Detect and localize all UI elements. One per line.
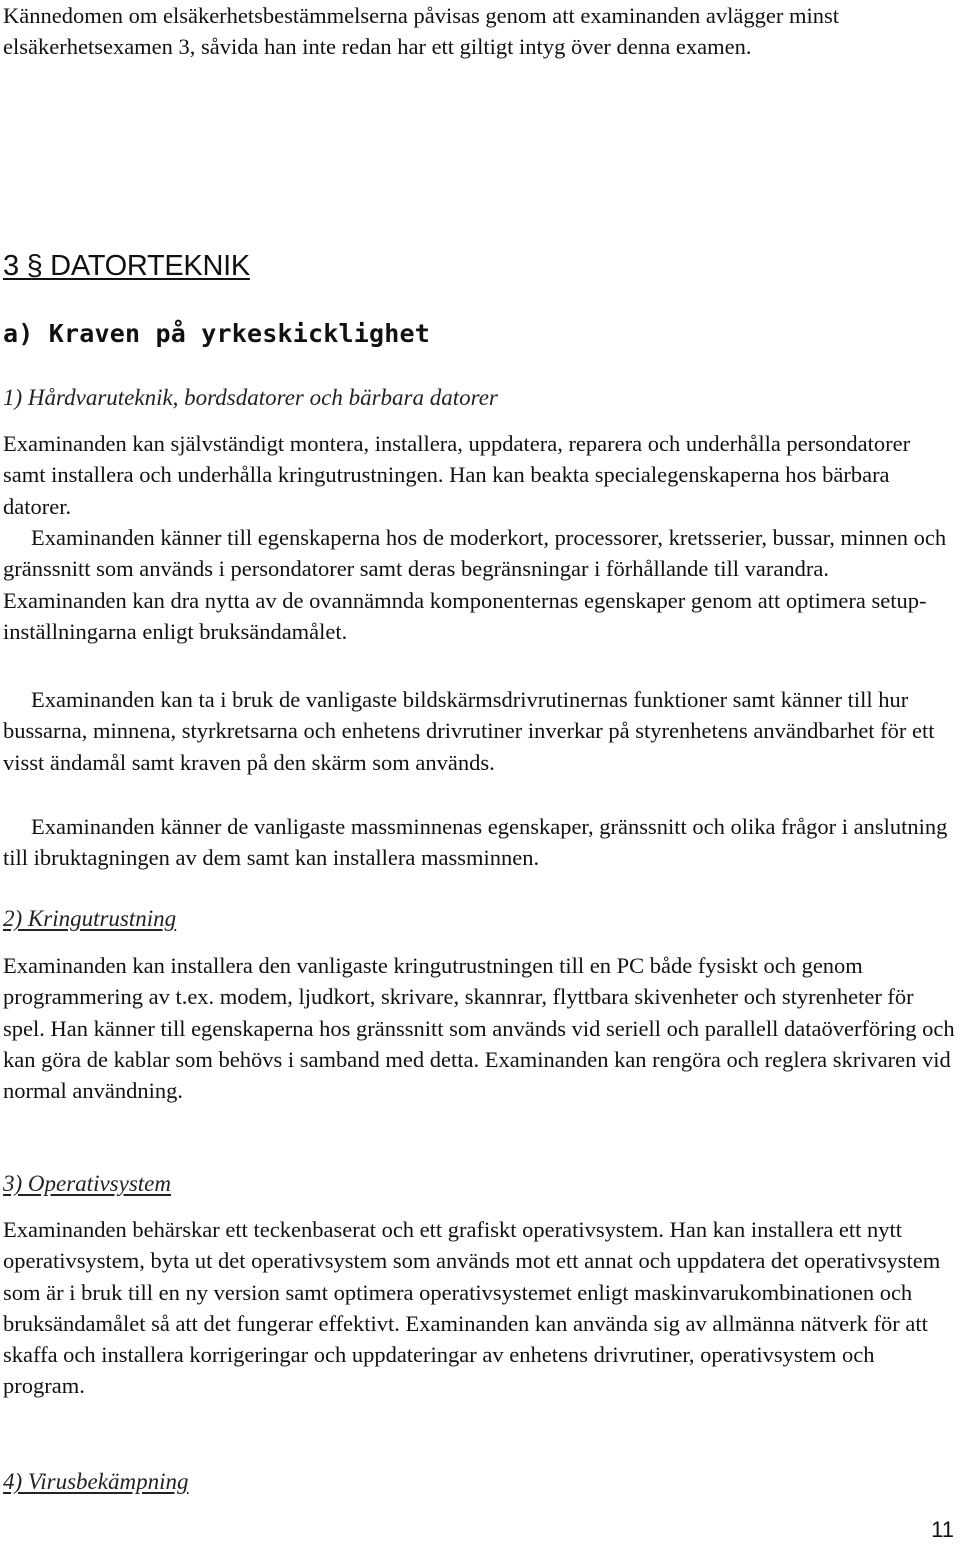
item1-paragraph-4: Examinanden känner de vanligaste massminnenas egenskaper, gränssnitt och olika frågor i anslutning till ibruktagningen av dem samt kan installera massminnen. (3, 814, 948, 871)
item4-heading: 4) Virusbekämpning (3, 1469, 189, 1494)
section-title: 3 § DATORTEKNIK (3, 250, 250, 282)
item1-paragraph-2: Examinanden känner till egenskaperna hos de moderkort, processorer, kretsserier, bussar, minnen och gränssnitt som används i persondatorer samt deras begränsningar i förhållande till varandra. Examinanden kan dra nytta av de ovannämnda komponenternas egenskaper genom att optimera setup-inställningarna enligt bruksändamålet. (3, 525, 947, 644)
item2-paragraph-1: Examinanden kan installera den vanligaste kringutrustningen till en PC både fysiskt och genom programmering av t.ex. modem, ljudkort, skrivare, skannrar, flyttbara skivenheter och styrenheter för spel. Han känner till egenskaperna hos gränssnitt som används vid seriell och parallell dataöverföring och kan göra de kablar som behövs i samband med detta. Examinanden kan rengöra och reglera skrivaren vid normal användning. (3, 953, 955, 1104)
page-number: 11 (931, 1517, 954, 1542)
subsection-title: a) Kraven på yrkeskicklighet (3, 319, 431, 348)
intro-paragraph: Kännedomen om elsäkerhetsbestämmelserna påvisas genom att examinanden avlägger minst elsäkerhetsexamen 3, såvida han inte redan har ett giltigt intyg över denna examen. (3, 3, 839, 60)
item3-paragraph-1: Examinanden behärskar ett teckenbaserat och ett grafiskt operativsystem. Han kan installera ett nytt operativsystem, byta ut det operativsystem som används mot ett annat och uppdatera det operativsystem som är i bruk till en ny version samt optimera operativsystemet enligt maskinvarukombinationen och bruksändamålet så att det fungerar effektivt. Examinanden kan använda sig av allmänna nätverk för att skaffa och installera korrigeringar och uppdateringar av enhetens drivrutiner, operativsystem och program. (3, 1217, 941, 1399)
item1-paragraph-3: Examinanden kan ta i bruk de vanligaste bildskärmsdrivrutinernas funktioner samt känner till hur bussarna, minnena, styrkretsarna och enhetens drivrutiner inverkar på styrenhetens användbarhet för ett visst ändamål samt kraven på den skärm som används. (3, 687, 935, 775)
item1-paragraph-1: Examinanden kan självständigt montera, installera, uppdatera, reparera och underhålla persondatorer samt installera och underhålla kringutrustningen. Han kan beakta specialegenskaperna hos bärbara datorer. (3, 431, 911, 519)
item3-heading: 3) Operativsystem (3, 1171, 171, 1196)
item1-heading: 1) Hårdvaruteknik, bordsdatorer och bärbara datorer (3, 385, 498, 410)
item2-heading: 2) Kringutrustning (3, 906, 177, 931)
